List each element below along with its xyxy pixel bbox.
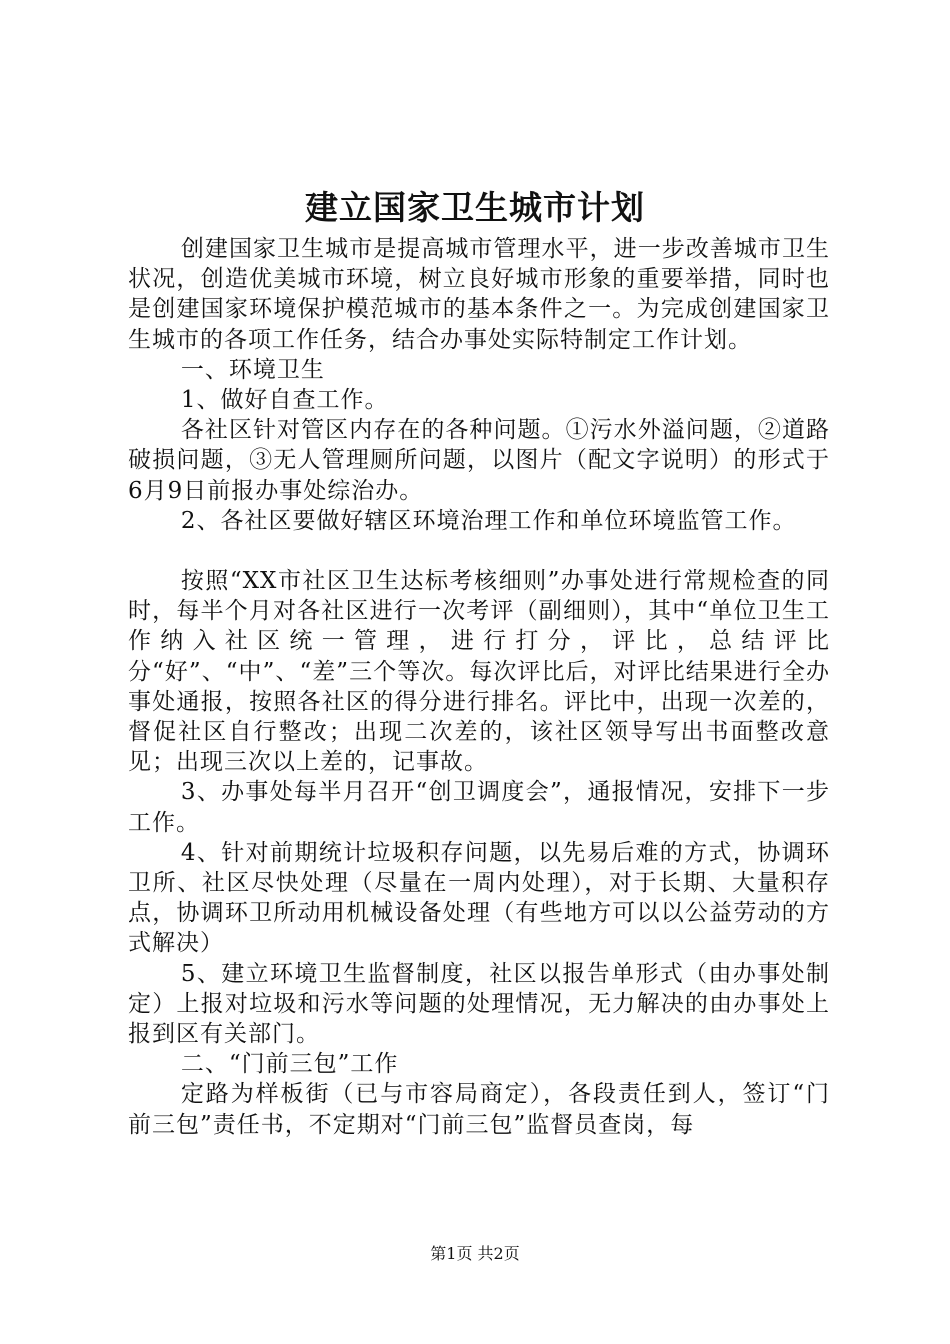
- item-heading-1: 1、做好自查工作。: [180, 387, 389, 414]
- item-1-paragraph: 各社区针对管区内存在的各种问题。①污水外溢问题，②道路破损问题，③无人管理厕所问题，以图片（配文字说明）的形式于6月9日前报办事处综治办。: [128, 417, 830, 504]
- three-guarantees-paragraph: 定路为样板街（已与市容局商定），各段责任到人，签订“门前三包”责任书，不定期对“门前三包”监督员查岗，每: [128, 1081, 830, 1138]
- item-3-paragraph: 3、办事处每半月召开“创卫调度会”，通报情况，安排下一步工作。: [128, 779, 830, 836]
- item-2-paragraph: 按照“XX市社区卫生达标考核细则”办事处进行常规检查的同时，每半个月对各社区进行一次考评（副细则），其中“单位卫生工作纳入社区统一管理，进行打分，评比，总结评比分“好”、“中”、“差”三个等次。每次评比后，对评比结果进行全办事处通报，按照各社区的得分进行排名。评比中，出现一次差的，督促社区自行整改；出现二次差的，该社区领导写出书面整改意见；出现三次以上差的，记事故。: [128, 568, 830, 776]
- page-number: 第1页 共2页: [430, 1244, 520, 1263]
- item-heading-2: 2、各社区要做好辖区环境治理工作和单位环境监管工作。: [180, 507, 797, 534]
- document-body: [128, 234, 830, 1140]
- section-heading-three-guarantees: 二、“门前三包”工作: [180, 1051, 399, 1078]
- section-heading-environment: 一、环境卫生: [180, 356, 325, 383]
- item-4-paragraph: 4、针对前期统计垃圾积存问题，以先易后难的方式，协调环卫所、社区尽快处理（尽量在一周内处理），对于长期、大量积存点，协调环卫所动用机械设备处理（有些地方可以以公益劳动的方式解决）: [128, 839, 830, 957]
- item-5-paragraph: 5、建立环境卫生监督制度，社区以报告单形式（由办事处制定）上报对垃圾和污水等问题的处理情况，无力解决的由办事处上报到区有关部门。: [128, 960, 830, 1048]
- paragraph-gap: [128, 536, 830, 566]
- intro-paragraph: 创建国家卫生城市是提高城市管理水平，进一步改善城市卫生状况，创造优美城市环境，树立良好城市形象的重要举措，同时也是创建国家环境保护模范城市的基本条件之一。为完成创建国家卫生城市的各项工作任务，结合办事处实际特制定工作计划。: [128, 236, 830, 353]
- document-title: 建立国家卫生城市计划: [305, 188, 645, 227]
